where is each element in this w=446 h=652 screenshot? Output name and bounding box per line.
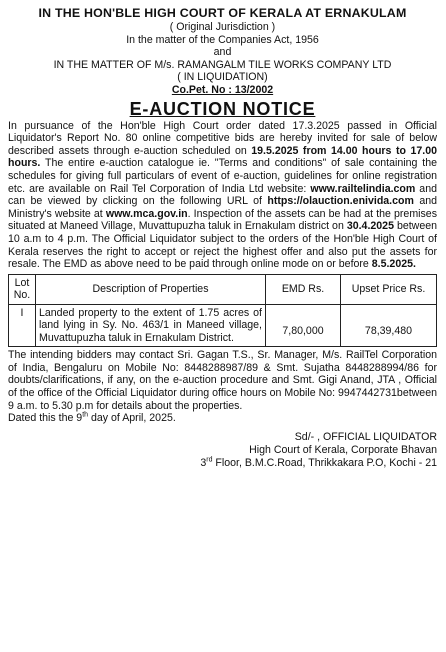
liquidation-status: ( IN LIQUIDATION) (177, 71, 268, 84)
lot-number: I (9, 304, 36, 347)
matter-company: IN THE MATTER OF M/s. RAMANGALM TILE WORKS COMPANY LTD (53, 58, 392, 71)
railtel-link[interactable]: www.railtelindia.com (310, 182, 416, 195)
inspection-date: 30.4.2025 (346, 220, 394, 233)
dated-month: day of April, 2025. (88, 412, 176, 425)
address-rest: Floor, B.M.C.Road, Thrikkakara P.O, Kochi - 21 (212, 456, 437, 469)
para1-text-6: between 10 a.m to 4 p.m. The Official Liquidator subject to the orders of the Hon'ble High Court of Kerala reserves the right to accept or reject the highest offer and also put the assets for resale. The EMD as above need to be paid through online mode on or before (8, 220, 438, 271)
para1-text-3: and can be viewed by clicking on the following URL of (8, 182, 437, 208)
court-title: IN THE HON'BLE HIGH COURT OF KERALA AT ERNAKULAM (38, 6, 407, 20)
header-emd: EMD Rs. (266, 274, 341, 304)
auction-schedule: 19.5.2025 from 14.00 hours to 17.00 hours. (8, 144, 437, 170)
notice-title: E-AUCTION NOTICE (129, 98, 316, 119)
dated-text: Dated this the 9 (8, 412, 83, 425)
header-lot: Lot No. (9, 274, 36, 304)
emd-amount: 7,80,000 (266, 304, 341, 347)
olauction-link[interactable]: https://olauction.enivida.com (267, 195, 414, 208)
header-upset-price: Upset Price Rs. (341, 274, 437, 304)
upset-price: 78,39,480 (341, 304, 437, 347)
para1-text-4: and Ministry's website at (8, 195, 438, 220)
office-address: High Court of Kerala, Corporate Bhavan (249, 443, 437, 456)
floor-suffix: rd (206, 456, 213, 464)
property-table (8, 274, 437, 348)
property-description: Landed property to the extent of 1.75 acres of land lying in Sy. No. 463/1 in Maneed village, Muvattupuzha taluk in Ernakulam District. (36, 304, 266, 347)
para1-text-2: The entire e-auction catalogue ie. "Terms and conditions" of sale containing the schedules for giving full particulars of event of e-auction, guidelines for online registration etc. are available on Rail Tel Corporation of India Ltd website: (8, 157, 437, 195)
para1-text-5: . Inspection of the assets can be had at the premises situated at Maneed Village, Muvattupuzha taluk in Ernakulam district on (8, 207, 437, 233)
case-number: Co.Pet. No : 13/2002 (171, 83, 274, 96)
signature-block (8, 431, 437, 470)
mca-link[interactable]: www.mca.gov.in (105, 207, 188, 220)
emd-deadline: 8.5.2025. (371, 258, 416, 271)
signatory: Sd/- , OFFICIAL LIQUIDATOR (294, 430, 437, 443)
matter-act: In the matter of the Companies Act, 1956 (126, 33, 319, 46)
header-description: Description of Properties (36, 274, 266, 304)
dated-line (8, 412, 437, 425)
table-row (9, 304, 437, 347)
and-text: and (213, 46, 232, 59)
paragraph-terms (8, 120, 437, 271)
dated-suffix: th (82, 411, 89, 419)
floor-number: 3 (200, 456, 207, 469)
paragraph-contacts: The intending bidders may contact Sri. Gagan T.S., Sr. Manager, M/s. RailTel Corporation of India, Bengaluru on Mobile No: 8448288987/89 & Smt. Sujatha 8448288994/86 for doubts/clarifications, if any, on the e-auction procedure and Smt. Gigi Anand, JTA , Official of the office of the Official Liquidator during office hours on Mobile No: 9947442731between 9 a.m. to 5.30 p.m for details about the properties. (8, 349, 437, 412)
jurisdiction: ( Original Jurisdiction ) (169, 21, 276, 33)
table-header-row (9, 274, 437, 304)
para1-text-1: In pursuance of the Hon'ble High Court order dated 17.3.2025 passed in Official Liquidator's Report No. 80 online competitive bids are hereby invited for sale of below described assets through e-auction scheduled on (8, 119, 437, 157)
street-address (8, 457, 437, 470)
